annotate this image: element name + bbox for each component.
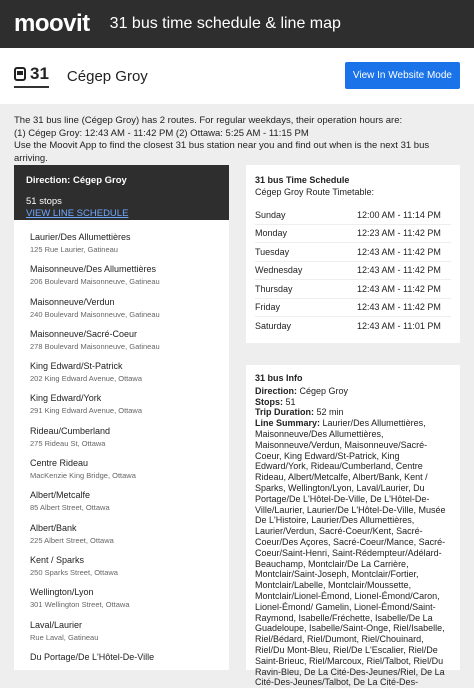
timetable-row (255, 206, 451, 225)
hours-label: 12:23 AM - 11:42 PM (357, 228, 441, 239)
stop-name: Laurier/Des Allumettières (30, 232, 131, 242)
stop-item[interactable] (14, 391, 229, 423)
timetable-subtitle: Cégep Groy Route Timetable: (255, 187, 375, 197)
direction-header (14, 165, 229, 220)
timetable-row (255, 299, 451, 318)
route-badge (14, 64, 49, 88)
intro-line: Use the Moovit App to find the closest 31 bus station near you and find out when is the next 31 bus arriving. (14, 140, 430, 164)
info-value: 52 min (316, 407, 344, 418)
timetable-row (255, 243, 451, 262)
day-label: Saturday (255, 321, 292, 332)
stop-item[interactable] (14, 618, 229, 650)
info-label: Stops: (255, 396, 283, 407)
timetable-row (255, 262, 451, 281)
stops-card (14, 165, 229, 670)
stop-name: Maisonneuve/Sacré-Coeur (30, 328, 138, 339)
stop-address: 301 Wellington Street, Ottawa (30, 600, 130, 610)
stop-item[interactable] (14, 456, 229, 488)
stop-name: Laval/Laurier (30, 619, 83, 630)
stop-item[interactable] (14, 424, 229, 456)
stop-item[interactable] (14, 262, 229, 294)
stop-name: King Edward/York (30, 393, 102, 404)
stop-name: Maisonneuve/Verdun (30, 296, 115, 307)
page-title: 31 bus time schedule & line map (109, 15, 341, 32)
view-website-mode-button[interactable]: View In Website Mode (345, 62, 460, 89)
stop-address: 240 Boulevard Maisonneuve, Gatineau (30, 309, 160, 319)
hours-label: 12:43 AM - 11:01 PM (357, 321, 441, 332)
stop-item[interactable] (14, 327, 229, 359)
day-label: Thursday (255, 283, 293, 294)
timetable-title: 31 bus Time Schedule (255, 175, 350, 185)
stop-item[interactable] (14, 295, 229, 327)
route-description (14, 115, 464, 165)
direction-title: Direction: Cégep Groy (26, 175, 127, 186)
info-label: Line Summary: (255, 418, 321, 429)
stop-address: 250 Sparks Street, Ottawa (30, 567, 118, 577)
day-label: Monday (255, 228, 288, 239)
route-name: Cégep Groy (66, 67, 148, 85)
timetable-row (255, 280, 451, 299)
stop-item[interactable] (14, 230, 229, 262)
day-label: Friday (255, 302, 281, 313)
stops-list (14, 220, 229, 682)
stop-item[interactable] (14, 521, 229, 553)
info-label: Trip Duration: (255, 407, 314, 418)
info-label: Direction: (255, 385, 298, 396)
bus-info-card (246, 365, 460, 688)
timetable-rows (255, 206, 451, 336)
info-summary (255, 418, 451, 688)
timetable-row (255, 225, 451, 244)
stop-address: 202 King Edward Avenue, Ottawa (30, 374, 143, 384)
stop-item[interactable] (14, 585, 229, 617)
stop-address: 206 Boulevard Maisonneuve, Gatineau (30, 277, 160, 287)
info-value: Laurier/Des Allumettières, Maisonneuve/Des Allumettières, Maisonneuve/Verdun, Maisonneuve/Sacré-Coeur, King Edward/St-Patrick, King Edward/York, Rideau/Cumberland, Centre Rideau, Albert/Metcalfe, Albert/Bank, Kent / Sparks, Wellington/Lyon, Laval/Laurier, Du Portage/De L'Hôtel-De-Ville, De L'Hôtel-De-Ville/Laurier, Laurier/De L'Hôtel-De-Ville, Musée De L'Histoire, Laurier/Des Allumettières, Laurier/Verdun, Sacré-Coeur/Kent, Sacré-Coeur/Des Açores, Sacré-Coeur/Mance, Sacré-Coeur/Saint-Henri, Saint-Rédempteur/Adélard-Beauchamp, Montclair/De La Carrière, Montclair/Saint-Joseph, Montclair/Fortier, Montclair/Labelle, Montclair/Moussette, Montclair/Lionel-Émond, Lionel-Émond/Caron, Lionel-Émond/ Gamelin, Lionel-Émond/Saint-Raymond, Isabelle/Fréchette, Isabelle/De La Guadeloupe, Isabelle/Saint-Onge, Riel/Isabelle, Riel/Bédard, Riel/Dumont, Riel/Chouinard, Riel/Du Mont-Bleu, Riel/De L'Escalier, Riel/De Saint-Brieuc, Riel/Marcoux, Riel/Talbot, Riel/Du Ravin-Bleu, De La Cité-Des-Jeunes/Riel, De La Cité-Des-Jeunes/Talbot, De La Cité-Des- (255, 418, 446, 688)
stop-name: Maisonneuve/Des Allumettières (30, 264, 157, 275)
hours-label: 12:43 AM - 11:42 PM (357, 302, 441, 313)
stop-name: Kent / Sparks (30, 554, 85, 565)
info-stops (255, 397, 451, 408)
stop-name: Rideau/Cumberland (30, 425, 111, 436)
info-title: 31 bus Info (255, 373, 303, 383)
stop-address: 85 Albert Street, Ottawa (30, 503, 110, 513)
top-bar (0, 0, 474, 48)
stop-address: Rue Laval, Gatineau (30, 632, 99, 642)
info-duration (255, 407, 451, 418)
info-value: Cégep Groy (299, 385, 349, 396)
view-line-schedule-link[interactable]: VIEW LINE SCHEDULE (26, 208, 129, 219)
day-label: Sunday (255, 209, 286, 220)
moovit-logo[interactable] (14, 10, 90, 38)
info-direction (255, 386, 451, 397)
stop-address: 275 Rideau St, Ottawa (30, 438, 106, 448)
bus-icon (14, 67, 26, 81)
hours-label: 12:43 AM - 11:42 PM (357, 283, 441, 294)
day-label: Wednesday (255, 265, 303, 276)
day-label: Tuesday (255, 246, 290, 257)
timetable-row (255, 317, 451, 336)
stops-count: 51 stops (26, 196, 62, 207)
hours-label: 12:43 AM - 11:42 PM (357, 265, 441, 276)
stop-address: MacKenzie King Bridge, Ottawa (30, 471, 136, 481)
stop-name: Albert/Metcalfe (30, 490, 91, 501)
stop-name: King Edward/St-Patrick (30, 361, 123, 372)
stop-name: Albert/Bank (30, 522, 77, 533)
stop-item[interactable] (14, 553, 229, 585)
route-header (0, 48, 474, 104)
intro-line: (1) Cégep Groy: 12:43 AM - 11:42 PM (2) Ottawa: 5:25 AM - 11:15 PM (14, 127, 309, 139)
stop-name: Du Portage/De L'Hôtel-De-Ville (30, 651, 155, 662)
route-number: 31 (30, 64, 49, 83)
stop-name: Wellington/Lyon (30, 587, 94, 598)
hours-label: 12:00 AM - 11:14 PM (357, 209, 441, 220)
info-value: 51 (285, 396, 296, 407)
intro-line: The 31 bus line (Cégep Groy) has 2 routes. For regular weekdays, their operation hours are: (14, 115, 403, 126)
logo-text: moovit (14, 10, 90, 37)
stop-item[interactable] (14, 488, 229, 520)
stop-address: 125 Rue Laurier, Gatineau (30, 245, 118, 254)
hours-label: 12:43 AM - 11:42 PM (357, 246, 441, 257)
stop-address: 278 Boulevard Maisonneuve, Gatineau (30, 341, 160, 351)
stop-item[interactable] (14, 359, 229, 391)
stop-item[interactable] (14, 650, 229, 682)
stop-address: 225 Albert Street, Ottawa (30, 535, 114, 545)
stop-address: 291 King Edward Avenue, Ottawa (30, 406, 143, 416)
timetable-card (246, 165, 460, 343)
stop-name: Centre Rideau (30, 458, 89, 469)
